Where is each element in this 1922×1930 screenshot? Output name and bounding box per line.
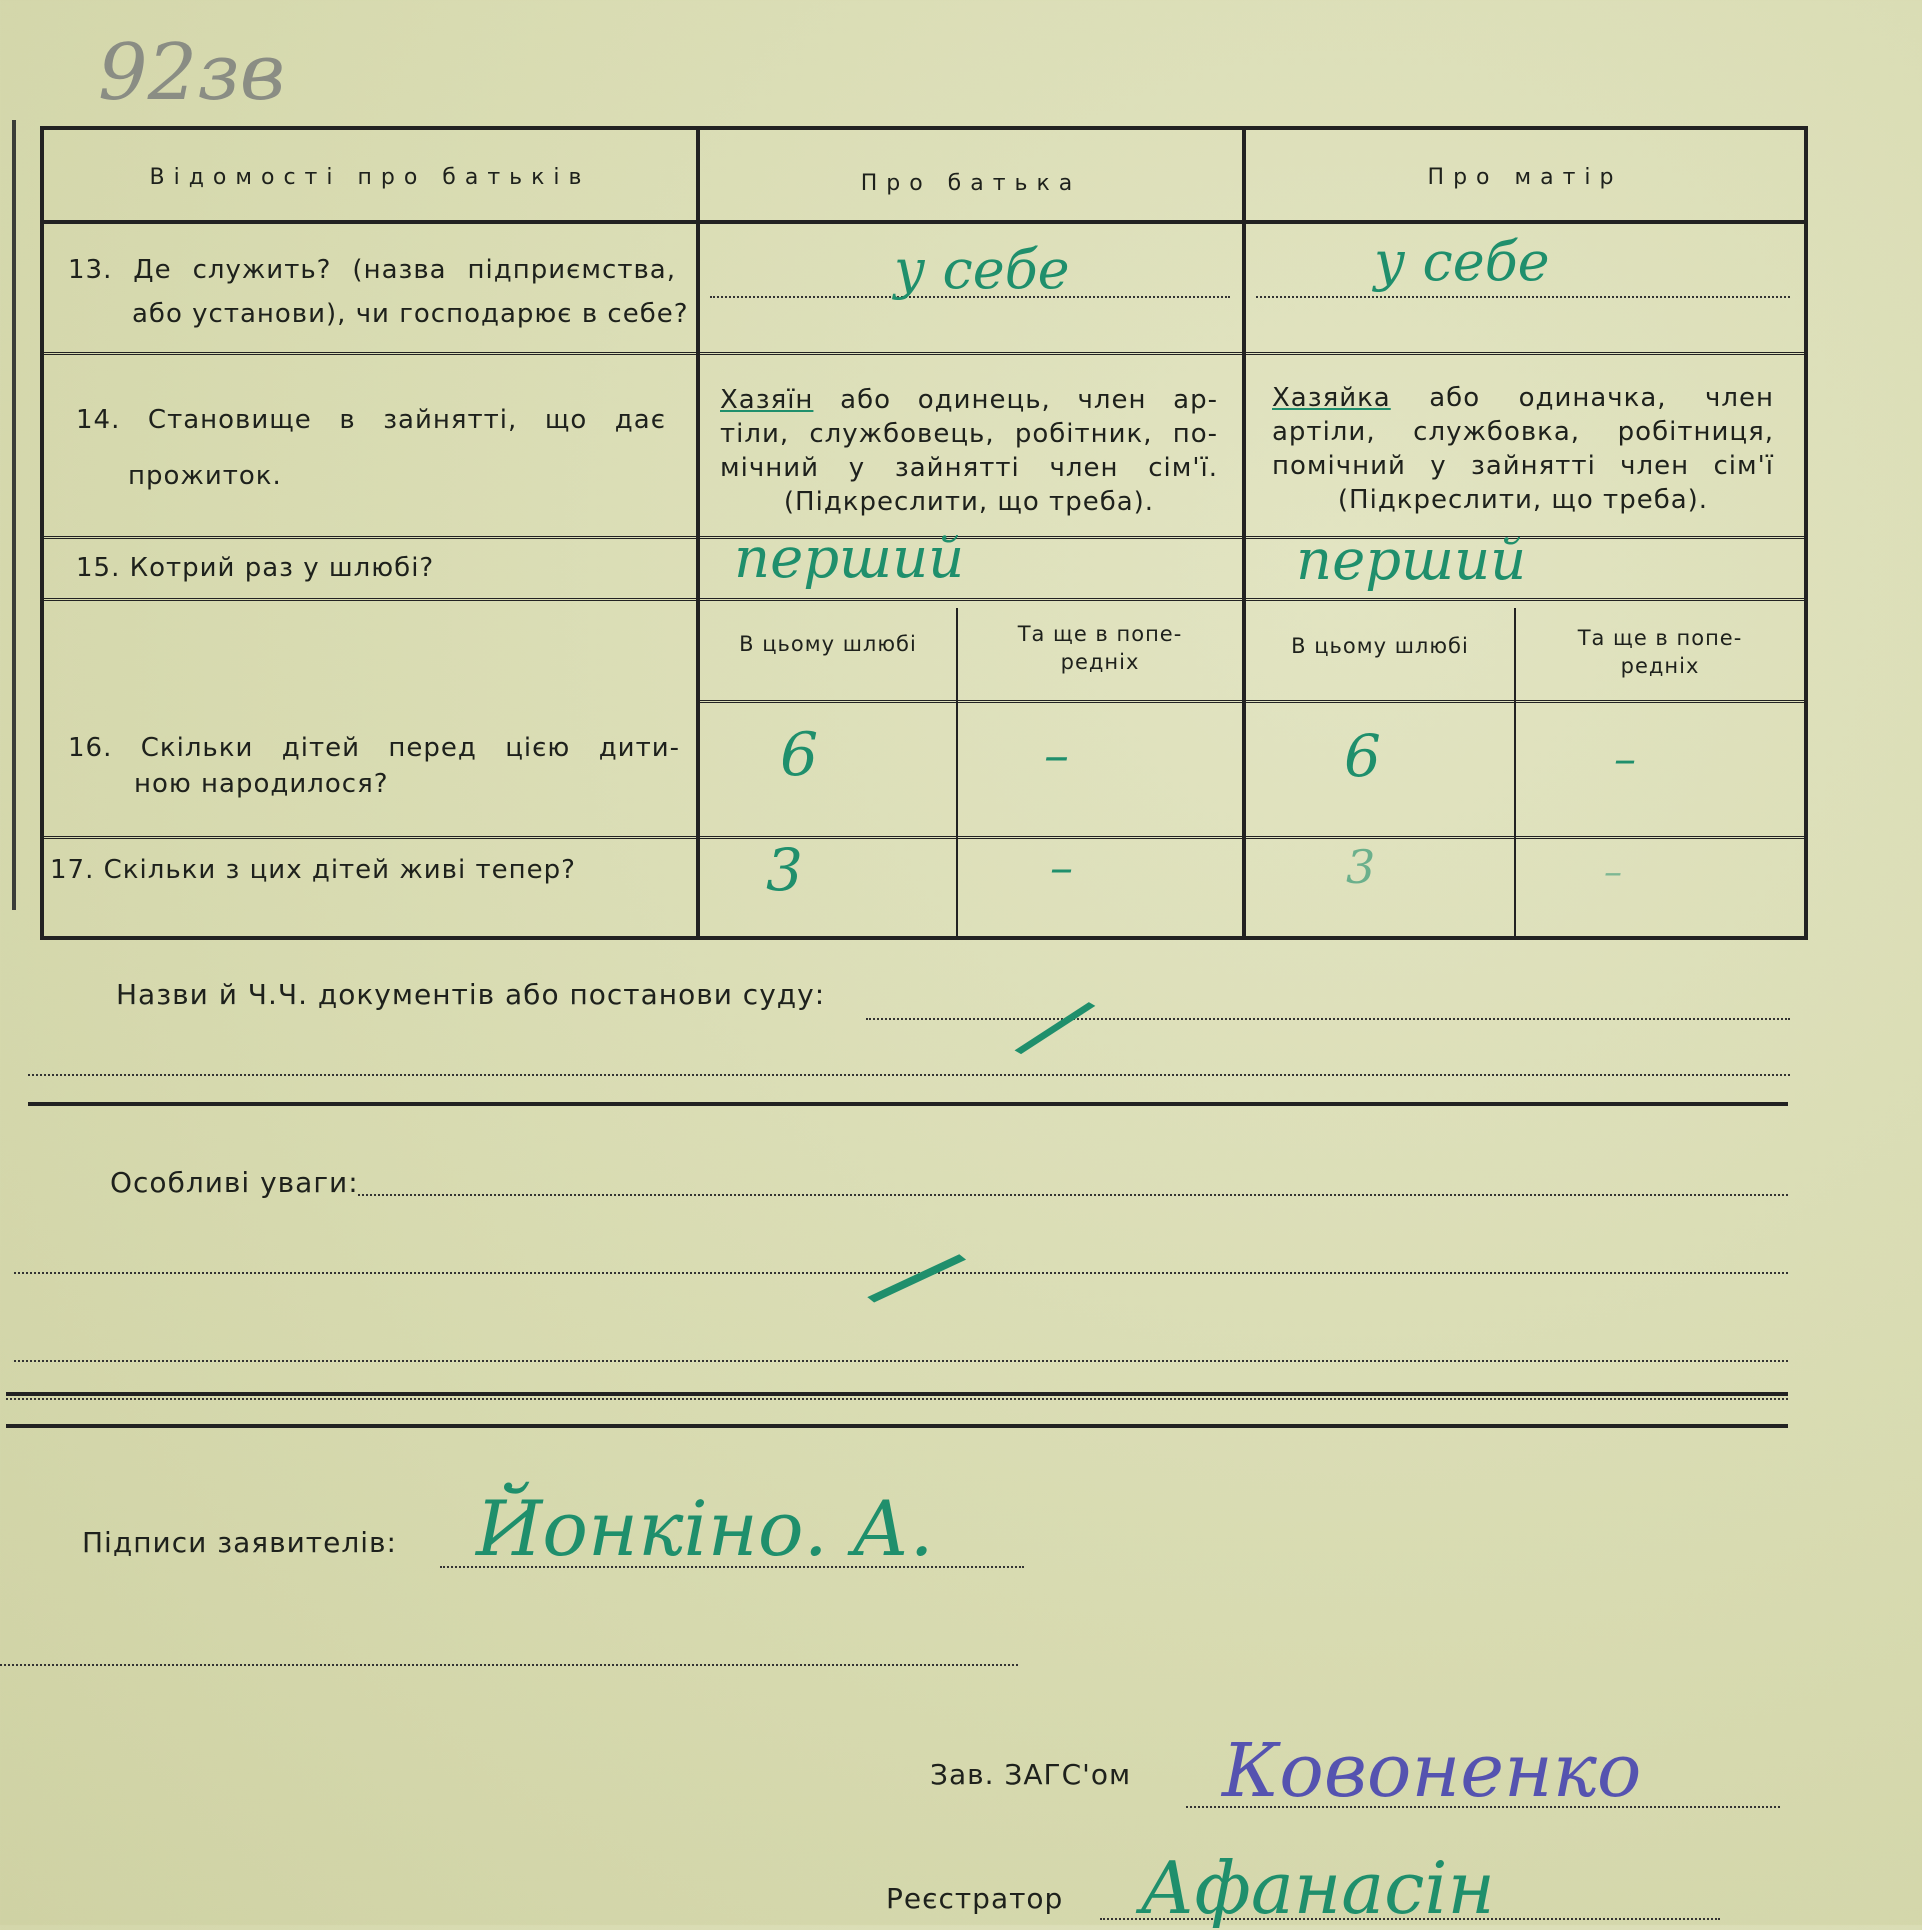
q13-mother-dotline [1256,296,1790,298]
remarks-line-4 [6,1398,1788,1400]
zags-head-label: Зав. ЗАГС'ом [930,1758,1132,1791]
q13-label-line2: або установи), чи господарює в себе? [132,299,689,329]
row-divider-13 [44,352,1804,358]
q17-father-this: 3 [766,836,803,904]
row-divider-16 [44,836,1804,842]
remarks-label: Особливі уваги: [110,1166,359,1199]
q14-mother-options-line4: (Підкреслити, що треба). [1337,485,1709,515]
q15-mother-answer: перший [1296,528,1527,593]
col-divider-2 [1242,130,1246,936]
subheader-mother-this: В цьому шлюбі [1291,634,1469,658]
col-divider-1 [696,130,700,936]
q14-father-options-line2: тіли, службовець, робітник, по- [720,419,1218,449]
documents-line-1 [866,1018,1790,1020]
registrar-label: Реєстратор [886,1882,1064,1915]
subheader-father-this: В цьому шлюбі [739,632,917,656]
q16-mother-this: 6 [1344,722,1381,790]
q14-mother-selected: Хазяйка [1272,383,1391,413]
applicants-label: Підписи заявителів: [82,1526,397,1559]
q13-mother-answer: у себе [1374,230,1550,293]
applicants-signature: Йонкіно. А. [476,1484,934,1573]
q14-father-options-line4: (Підкреслити, що треба). [783,487,1155,517]
q17-label: 17. Скільки з цих дітей живі тепер? [50,855,576,885]
header-father: Про батька [860,171,1082,196]
q14-father-options-line1: Хазяїн або одинець, член ар- [720,385,1218,415]
q14-mother-options-line1: Хазяйка або одиначка, член [1272,383,1774,413]
header-info: Відомості про батьків [149,165,591,190]
q16-father-this: 6 [780,720,819,790]
registrar-signature: Афанасін [1140,1846,1495,1930]
q16-mother-prev: – [1614,734,1636,785]
q14-label-line1: 14. Становище в зайнятті, що дає [76,405,666,435]
subheader-mother-prev-line2: редніх [1620,654,1700,678]
documents-divider [28,1102,1788,1106]
remarks-value: / [864,1214,973,1338]
row-divider-subheader [696,700,1804,706]
subheader-father-prev-line1: Та ще в попе- [1017,622,1183,646]
q14-father-selected: Хазяїн [720,385,814,415]
header-mother: Про матір [1427,165,1623,190]
subheader-father-prev-line2: редніх [1060,650,1140,674]
zags-head-signature: Ковоненко [1222,1728,1642,1814]
documents-value: / [1014,969,1099,1083]
q13-father-answer: у себе [894,238,1070,301]
margin-line [12,120,16,910]
parents-info-table [40,126,1808,940]
q14-father-options-line3: мічний у зайнятті член сім'ї. [720,453,1218,483]
remarks-divider-2 [6,1424,1788,1428]
q15-label: 15. Котрий раз у шлюбі? [76,553,435,583]
subheader-mother-prev-line1: Та ще в попе- [1577,626,1743,650]
row-divider-15 [44,598,1804,604]
q17-mother-this: 3 [1346,840,1376,894]
q14-label-line2: прожиток. [128,461,282,491]
remarks-line-3 [14,1360,1788,1362]
q17-mother-prev: – [1604,852,1622,893]
q16-label-line2: ною народилося? [134,769,389,799]
q13-label-line1: 13. Де служить? (назва підприємства, [68,255,676,285]
archive-number: 92зв [98,28,286,118]
remarks-line-1 [358,1194,1788,1196]
q16-label-line1: 16. Скільки дітей перед цією дити- [68,733,680,763]
documents-label: Назви й Ч.Ч. документів або постанови суду: [116,978,826,1011]
applicants-line-2 [0,1664,1018,1666]
q14-mother-options-line3: помічний у зайнятті член сім'ї [1272,451,1774,481]
q17-father-prev: – [1050,840,1073,894]
q16-father-prev: – [1044,726,1069,784]
documents-line-2 [28,1074,1790,1076]
q14-mother-options-line2: артіли, службовка, робітниця, [1272,417,1774,447]
row-divider-header [44,220,1804,224]
q15-father-answer: перший [734,526,965,591]
remarks-divider [6,1392,1788,1396]
